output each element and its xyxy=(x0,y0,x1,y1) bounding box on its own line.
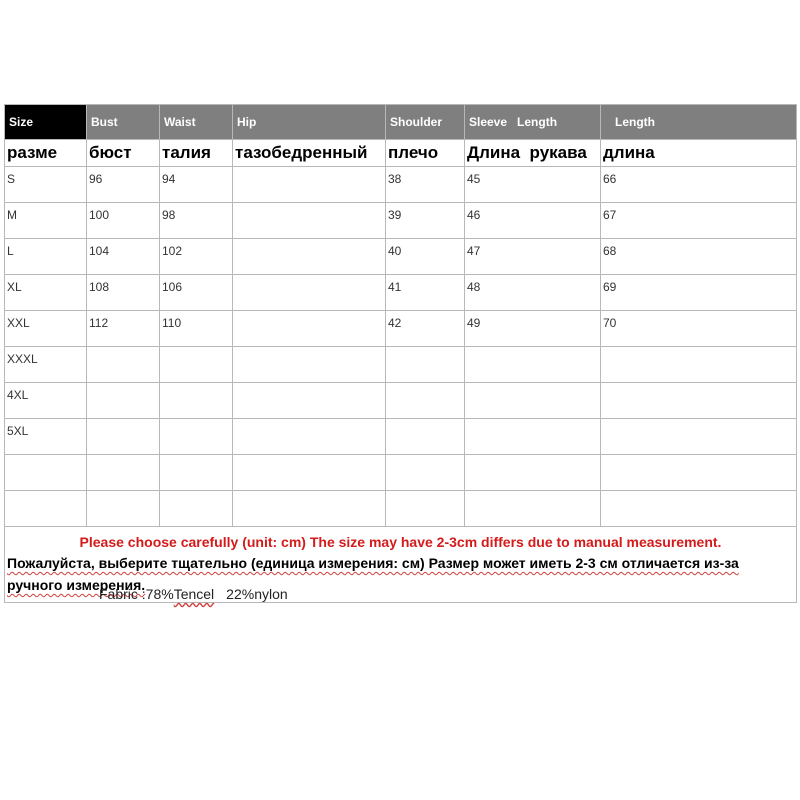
table-cell xyxy=(233,167,386,203)
size-chart-table xyxy=(4,104,797,603)
table-row xyxy=(5,203,797,239)
fabric-brand: Tencel xyxy=(173,586,215,602)
table-cell: 98 xyxy=(160,203,233,239)
table-cell: 46 xyxy=(465,203,601,239)
table-cell: 41 xyxy=(386,275,465,311)
table-cell xyxy=(386,455,465,491)
table-row xyxy=(5,455,797,491)
table-cell xyxy=(87,347,160,383)
table-cell xyxy=(87,383,160,419)
table-cell: 70 xyxy=(601,311,797,347)
table-cell: 66 xyxy=(601,167,797,203)
table-cell: 104 xyxy=(87,239,160,275)
table-cell: 48 xyxy=(465,275,601,311)
col-header-sleeve-length: Sleeve Length xyxy=(465,105,601,140)
table-cell: XL xyxy=(5,275,87,311)
table-row xyxy=(5,347,797,383)
table-cell xyxy=(87,491,160,527)
table-cell: 67 xyxy=(601,203,797,239)
table-cell: 110 xyxy=(160,311,233,347)
fabric-rest: 22%nylon xyxy=(226,586,288,602)
table-cell: 42 xyxy=(386,311,465,347)
table-cell: 40 xyxy=(386,239,465,275)
table-cell: 96 xyxy=(87,167,160,203)
table-cell xyxy=(160,455,233,491)
ru-header-shoulder: плечо xyxy=(386,140,465,167)
table-cell xyxy=(233,347,386,383)
table-cell xyxy=(160,383,233,419)
table-row xyxy=(5,275,797,311)
table-cell: 69 xyxy=(601,275,797,311)
table-cell: 39 xyxy=(386,203,465,239)
table-cell xyxy=(233,491,386,527)
table-cell xyxy=(601,455,797,491)
table-cell xyxy=(87,419,160,455)
ru-header-waist: талия xyxy=(160,140,233,167)
col-header-waist: Waist xyxy=(160,105,233,140)
table-cell xyxy=(233,203,386,239)
col-header-size: Size xyxy=(5,105,87,140)
table-cell xyxy=(601,419,797,455)
table-cell: 47 xyxy=(465,239,601,275)
table-cell xyxy=(386,347,465,383)
table-cell: 106 xyxy=(160,275,233,311)
table-cell xyxy=(5,491,87,527)
table-cell xyxy=(386,383,465,419)
table-cell xyxy=(465,347,601,383)
table-cell xyxy=(5,455,87,491)
table-cell: 68 xyxy=(601,239,797,275)
ru-header-sleeve-length: Длина рукава xyxy=(465,140,601,167)
table-cell: 100 xyxy=(87,203,160,239)
table-cell xyxy=(386,419,465,455)
table-cell: M xyxy=(5,203,87,239)
table-cell xyxy=(233,275,386,311)
table-row xyxy=(5,383,797,419)
table-cell: 49 xyxy=(465,311,601,347)
table-cell: S xyxy=(5,167,87,203)
table-row xyxy=(5,491,797,527)
table-cell xyxy=(233,383,386,419)
table-cell xyxy=(465,419,601,455)
col-header-hip: Hip xyxy=(233,105,386,140)
table-cell: 4XL xyxy=(5,383,87,419)
table-row xyxy=(5,239,797,275)
table-cell: 94 xyxy=(160,167,233,203)
col-header-shoulder: Shoulder xyxy=(386,105,465,140)
fabric-composition xyxy=(99,586,288,602)
table-cell: 45 xyxy=(465,167,601,203)
table-cell: XXL xyxy=(5,311,87,347)
table-cell xyxy=(160,419,233,455)
table-cell xyxy=(233,311,386,347)
table-cell xyxy=(465,455,601,491)
table-cell xyxy=(601,383,797,419)
table-cell xyxy=(233,419,386,455)
table-row xyxy=(5,419,797,455)
table-cell xyxy=(465,383,601,419)
table-cell: L xyxy=(5,239,87,275)
table-cell: 38 xyxy=(386,167,465,203)
ru-header-size: разме xyxy=(5,140,87,167)
table-cell xyxy=(160,347,233,383)
table-row xyxy=(5,167,797,203)
note-english: Please choose carefully (unit: cm) The size may have 2-3cm differs due to manual measurement. xyxy=(79,534,722,550)
ru-header-length: длина xyxy=(601,140,797,167)
table-cell xyxy=(160,491,233,527)
ru-header-hip: тазобедренный xyxy=(233,140,386,167)
note-russian: Пожалуйста, выберите тщательно (единица измерения: см) Размер может иметь 2-3 см отличается из-за ручного измерения. xyxy=(7,555,739,593)
table-cell xyxy=(465,491,601,527)
header-row-ru xyxy=(5,140,797,167)
table-cell xyxy=(233,455,386,491)
table-cell: XXXL xyxy=(5,347,87,383)
table-cell xyxy=(87,455,160,491)
fabric-prefix: Fabric :78% xyxy=(99,586,174,602)
table-cell: 112 xyxy=(87,311,160,347)
table-cell xyxy=(233,239,386,275)
table-cell xyxy=(386,491,465,527)
table-row xyxy=(5,311,797,347)
col-header-length: Length xyxy=(601,105,797,140)
col-header-bust: Bust xyxy=(87,105,160,140)
table-cell: 5XL xyxy=(5,419,87,455)
table-cell xyxy=(601,491,797,527)
table-cell: 108 xyxy=(87,275,160,311)
header-row-en xyxy=(5,105,797,140)
table-cell: 102 xyxy=(160,239,233,275)
table-cell xyxy=(601,347,797,383)
ru-header-bust: бюст xyxy=(87,140,160,167)
